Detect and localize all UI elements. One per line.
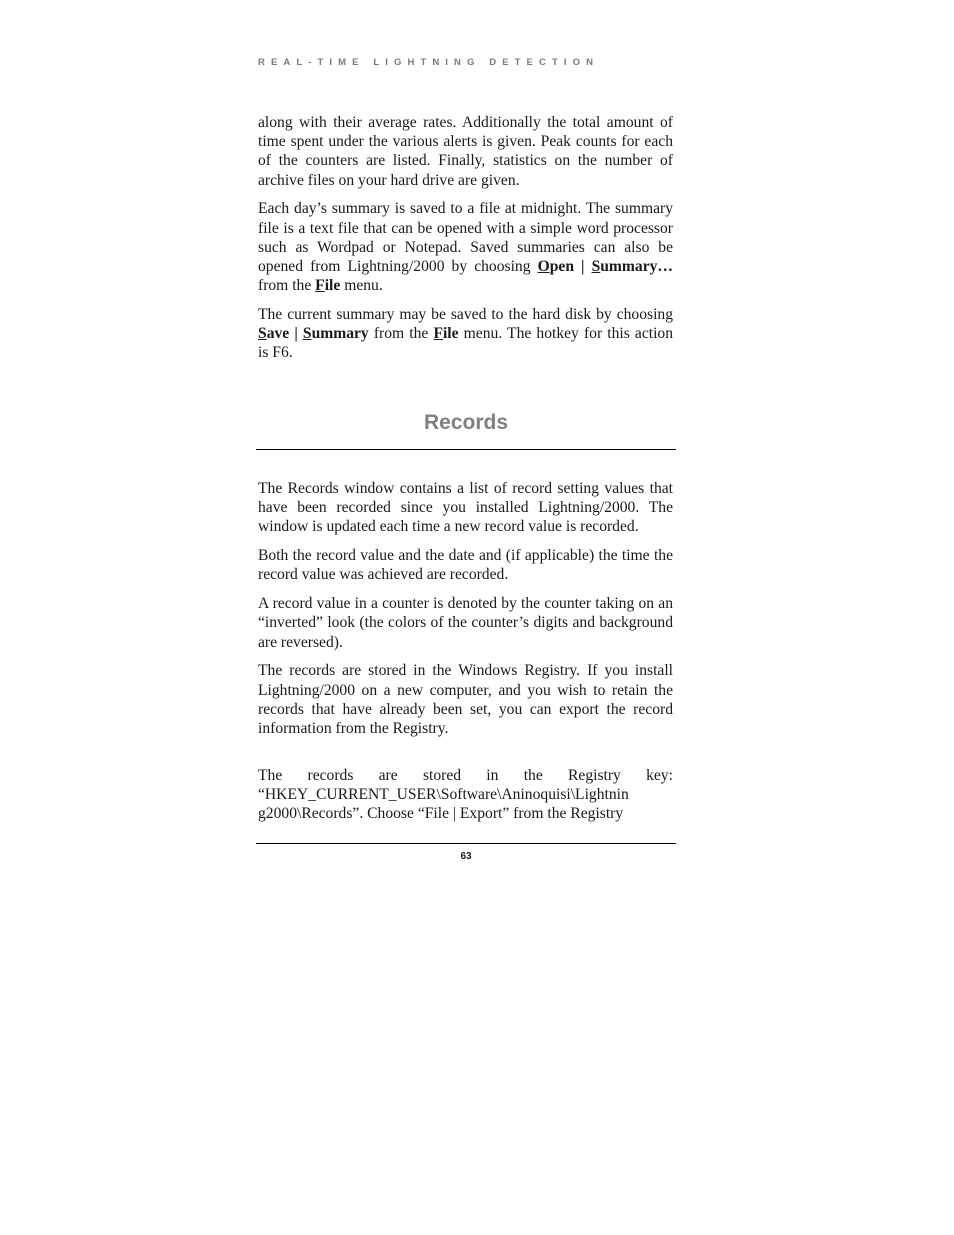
records-paragraph-4: The records are stored in the Windows Registry. If you install Lightning/2000 on a new computer, and you wish to retain the records that have already been set, you can export the record information from the Registry. bbox=[258, 662, 673, 738]
file-hotkey-letter: F bbox=[433, 325, 443, 343]
p3-text-start: The current summary may be saved to the hard disk by choosing bbox=[258, 306, 673, 324]
section-title-records: Records bbox=[423, 411, 509, 434]
summary-label-rest: ummary… bbox=[600, 258, 674, 276]
intro-paragraph-3 bbox=[258, 305, 673, 363]
word: stored bbox=[422, 767, 462, 784]
open-hotkey-letter: O bbox=[537, 258, 550, 276]
file-label-rest: ile bbox=[442, 325, 459, 343]
registry-key-line-1 bbox=[258, 766, 673, 785]
records-paragraph-3: A record value in a counter is denoted by the counter taking on an “inverted” look (the colors of the counter’s digits and background are reversed). bbox=[258, 595, 673, 651]
summary-hotkey-letter: S bbox=[302, 325, 312, 343]
summary-label-rest: ummary bbox=[311, 325, 369, 343]
word: are bbox=[378, 767, 398, 784]
p2-text-mid: from the bbox=[258, 277, 316, 295]
records-paragraph-2: Both the record value and the date and (if applicable) the time the record value was achieved are recorded. bbox=[258, 547, 673, 584]
intro-paragraph-2 bbox=[258, 199, 673, 295]
command-separator: | bbox=[289, 325, 303, 343]
p2-text-end: menu. bbox=[340, 277, 383, 295]
word: Registry bbox=[568, 767, 621, 784]
word: records bbox=[307, 767, 354, 784]
p3-text-end: menu. The hotkey for this action is F6. bbox=[258, 325, 673, 362]
word: key: bbox=[646, 767, 673, 784]
word: the bbox=[523, 767, 543, 784]
word: The bbox=[258, 767, 283, 784]
command-separator: | bbox=[574, 258, 592, 276]
save-hotkey-letter: S bbox=[258, 325, 267, 343]
p3-text-mid: from the bbox=[368, 325, 434, 343]
file-label-rest: ile bbox=[324, 277, 341, 295]
records-paragraph-1: The Records window contains a list of record setting values that have been recorded since you installed Lightning/2000. The window is updated each time a new record value is recorded. bbox=[258, 480, 673, 536]
summary-hotkey-letter: S bbox=[591, 258, 601, 276]
open-label-rest: pen bbox=[549, 258, 574, 276]
footer-divider bbox=[256, 843, 676, 844]
intro-paragraph-1: along with their average rates. Additionally the total amount of time spent under the various alerts is given. Peak counts for each of the counters are listed. Finally, statistics on the number of archive files on your hard drive are given. bbox=[258, 114, 673, 189]
file-hotkey-letter: F bbox=[315, 277, 325, 295]
registry-key-line-2: “HKEY_CURRENT_USER\Software\Aninoquisi\Lightnin bbox=[258, 786, 629, 804]
intro-text-block bbox=[258, 113, 673, 363]
file-menu-name bbox=[315, 277, 340, 294]
word: in bbox=[486, 767, 499, 784]
save-label-rest: ave bbox=[266, 325, 290, 343]
section-divider bbox=[256, 449, 676, 450]
save-summary-command bbox=[258, 325, 369, 342]
records-paragraph-5 bbox=[258, 766, 673, 824]
running-header: REAL-TIME LIGHTNING DETECTION bbox=[258, 57, 600, 68]
p2-text-start: Each day’s summary is saved to a file at midnight. The summary file is a text file that can be opened with a simple word processor such as Wordpad or Notepad. Saved summaries can also be opened from Lightning/2000 by choosing bbox=[258, 200, 673, 276]
records-text-block bbox=[258, 479, 673, 738]
registry-key-line-3: g2000\Records”. Choose “File | Export” from the Registry bbox=[258, 805, 624, 823]
open-summary-command bbox=[538, 258, 673, 275]
file-menu-name bbox=[433, 325, 458, 342]
page-number: 63 bbox=[460, 851, 472, 862]
